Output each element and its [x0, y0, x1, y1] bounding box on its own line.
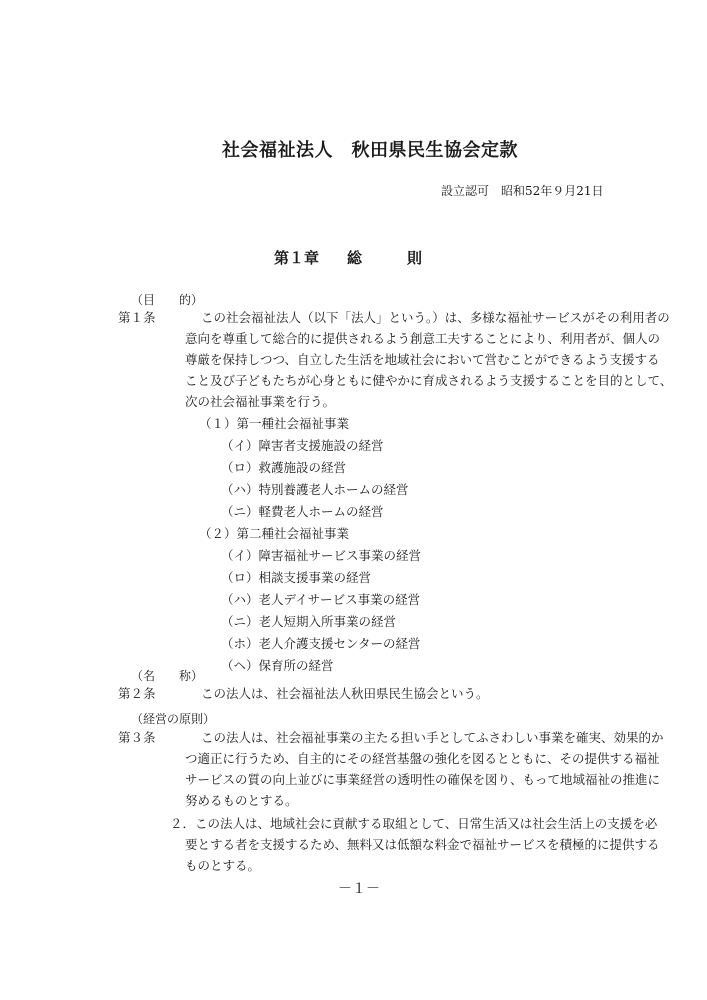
article-3-line: つ適正に行うため、自主的にその経営基盤の強化を図るとともに、その提供する福祉 — [185, 751, 660, 766]
business-item: （ハ）特別養護老人ホームの経営 — [221, 482, 409, 497]
business-item: （ヘ）保育所の経営 — [221, 658, 334, 673]
article-3-para2-line: ものとする。 — [185, 858, 261, 873]
article-3-para2-line: 要とする者を支援するため、無料又は低額な料金で福祉サービスを積極的に提供する — [185, 837, 660, 852]
chapter-name: 総 則 — [347, 249, 423, 267]
business-item: （ロ）相談支援事業の経営 — [221, 570, 372, 585]
article-1-line: 次の社会福祉事業を行う。 — [185, 394, 336, 409]
section-heading-purpose: （目 的） — [131, 293, 204, 307]
business-item: （ニ）軽費老人ホームの経営 — [221, 504, 384, 519]
article-1-line: こと及び子どもたちが心身ともに健やかに育成されるよう支援することを目的として、 — [185, 373, 673, 388]
establishment-date: 設立認可 昭和52年９月21日 — [441, 184, 604, 198]
chapter-label: 第１章 — [274, 249, 320, 267]
business-group-1-label: （１）第一種社会福祉事業 — [199, 416, 350, 431]
page-number: －１－ — [338, 881, 380, 897]
business-item: （イ）障害者支援施設の経営 — [221, 438, 384, 453]
article-3-para2-line: ２．この法人は、地域社会に貢献する取組として、日常生活又は社会生活上の支援を必 — [170, 816, 658, 831]
article-number-2: 第２条 — [118, 686, 156, 701]
business-item: （ニ）老人短期入所事業の経営 — [221, 614, 397, 629]
business-item: （ホ）老人介護支援センターの経営 — [221, 636, 421, 651]
section-heading-name: （名 称） — [131, 669, 204, 683]
article-number-3: 第３条 — [118, 730, 156, 745]
article-3-line: サービスの質の向上並びに事業経営の透明性の確保を図り、もって地域福祉の推進に — [185, 772, 661, 787]
article-1-line: 尊厳を保持しつつ、自立した生活を地域社会において営むことができるよう支援する — [185, 352, 660, 367]
article-2-text: この法人は、社会福祉法人秋田県民生協会という。 — [201, 686, 489, 701]
business-item: （ハ）老人デイサービス事業の経営 — [221, 592, 421, 607]
article-3-line: 努めるものとする。 — [185, 793, 298, 808]
article-1-line: 意向を尊重して総合的に提供されるよう創意工夫することにより、利用者が、個人の — [185, 331, 661, 346]
article-3-line: この法人は、社会福祉事業の主たる担い手としてふさわしい事業を確実、効果的か — [201, 730, 664, 745]
document-title: 社会福祉法人 秋田県民生協会定款 — [222, 140, 518, 161]
article-number-1: 第１条 — [118, 310, 156, 325]
business-group-2-label: （２）第二種社会福祉事業 — [199, 526, 350, 541]
business-item: （イ）障害福祉サービス事業の経営 — [221, 548, 422, 563]
business-item: （ロ）救護施設の経営 — [221, 460, 347, 475]
article-1-line: この社会福祉法人（以下「法人」という。）は、多様な福祉サービスがその利用者の — [201, 310, 670, 325]
section-heading-principle: （経営の原則） — [131, 712, 216, 726]
